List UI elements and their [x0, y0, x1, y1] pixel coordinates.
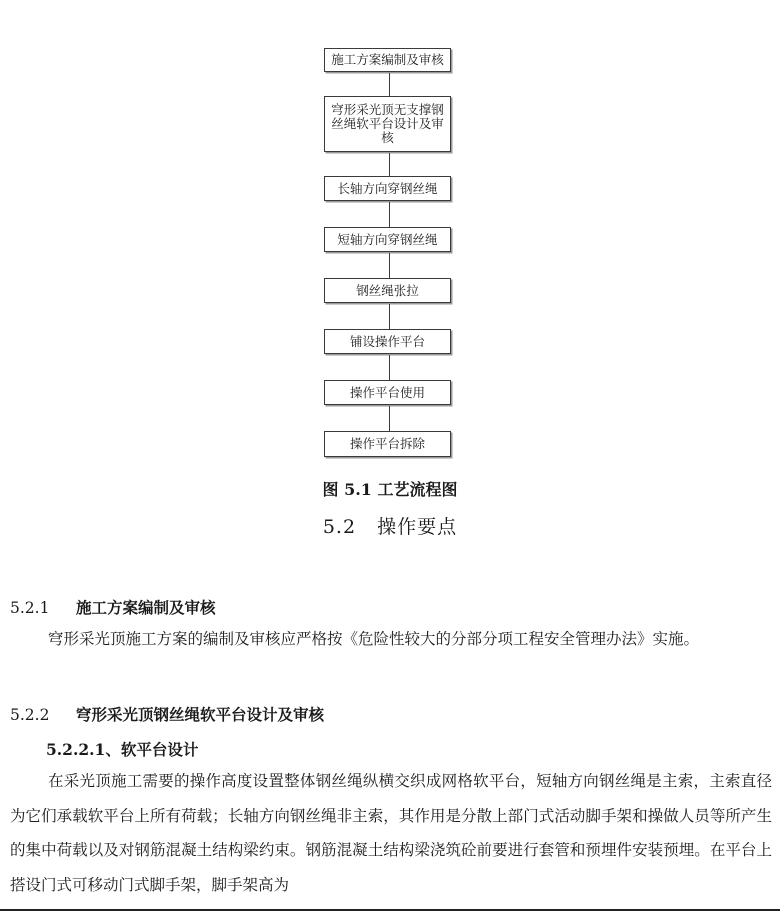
flow-connector: [389, 153, 390, 176]
flow-step-5: 钢丝绳张拉: [324, 278, 451, 303]
flow-step-7: 操作平台使用: [324, 380, 451, 405]
flow-connector: [389, 202, 390, 227]
flow-step-3: 长轴方向穿钢丝绳: [324, 176, 451, 201]
heading-text: 穹形采光顶钢丝绳软平台设计及审核: [76, 705, 325, 724]
flow-connector: [389, 253, 390, 278]
paragraph-5-2-1: 穹形采光顶施工方案的编制及审核应严格按《危险性较大的分部分项工程安全管理办法》实施。: [48, 630, 700, 648]
heading-number: 5.2.1: [10, 599, 50, 617]
heading-5-2-2: [10, 703, 324, 725]
flow-step-8: 操作平台拆除: [324, 431, 451, 457]
section-number: 5.2: [322, 516, 357, 538]
flow-connector: [389, 73, 390, 96]
section-title-text: 操作要点: [377, 516, 458, 538]
flow-step-1: 施工方案编制及审核: [324, 48, 451, 72]
flow-connector: [389, 355, 390, 380]
heading-5-2-1: [10, 596, 216, 618]
flow-connector: [389, 304, 390, 329]
page-bottom-rule: [0, 909, 780, 911]
paragraph-5-2-2-1: 在采光顶施工需要的操作高度设置整体钢丝绳纵横交织成网格软平台，短轴方向钢丝绳是主索，主索直径为它们承载软平台上所有荷载；长轴方向钢丝绳非主索，其作用是分散上部门式活动脚手架和操做人员等所产生的集中荷载以及对钢筋混凝土结构梁约束。钢筋混凝土结构梁浇筑砼前要进行套管和预埋件安装预埋。在平台上搭设门式可移动门式脚手架，脚手架高为: [10, 772, 772, 894]
heading-5-2-2-1: 5.2.2.1、软平台设计: [46, 740, 199, 759]
flow-step-4: 短轴方向穿钢丝绳: [324, 227, 451, 252]
flow-step-6: 铺设操作平台: [324, 329, 451, 354]
flow-connector: [389, 406, 390, 431]
heading-text: 施工方案编制及审核: [76, 598, 216, 617]
heading-number: 5.2.2: [10, 706, 50, 724]
section-title: [0, 512, 780, 539]
figure-caption: 图 5.1 工艺流程图: [322, 480, 458, 499]
flow-step-2: 穹形采光顶无支撑钢丝绳软平台设计及审核: [324, 96, 451, 152]
